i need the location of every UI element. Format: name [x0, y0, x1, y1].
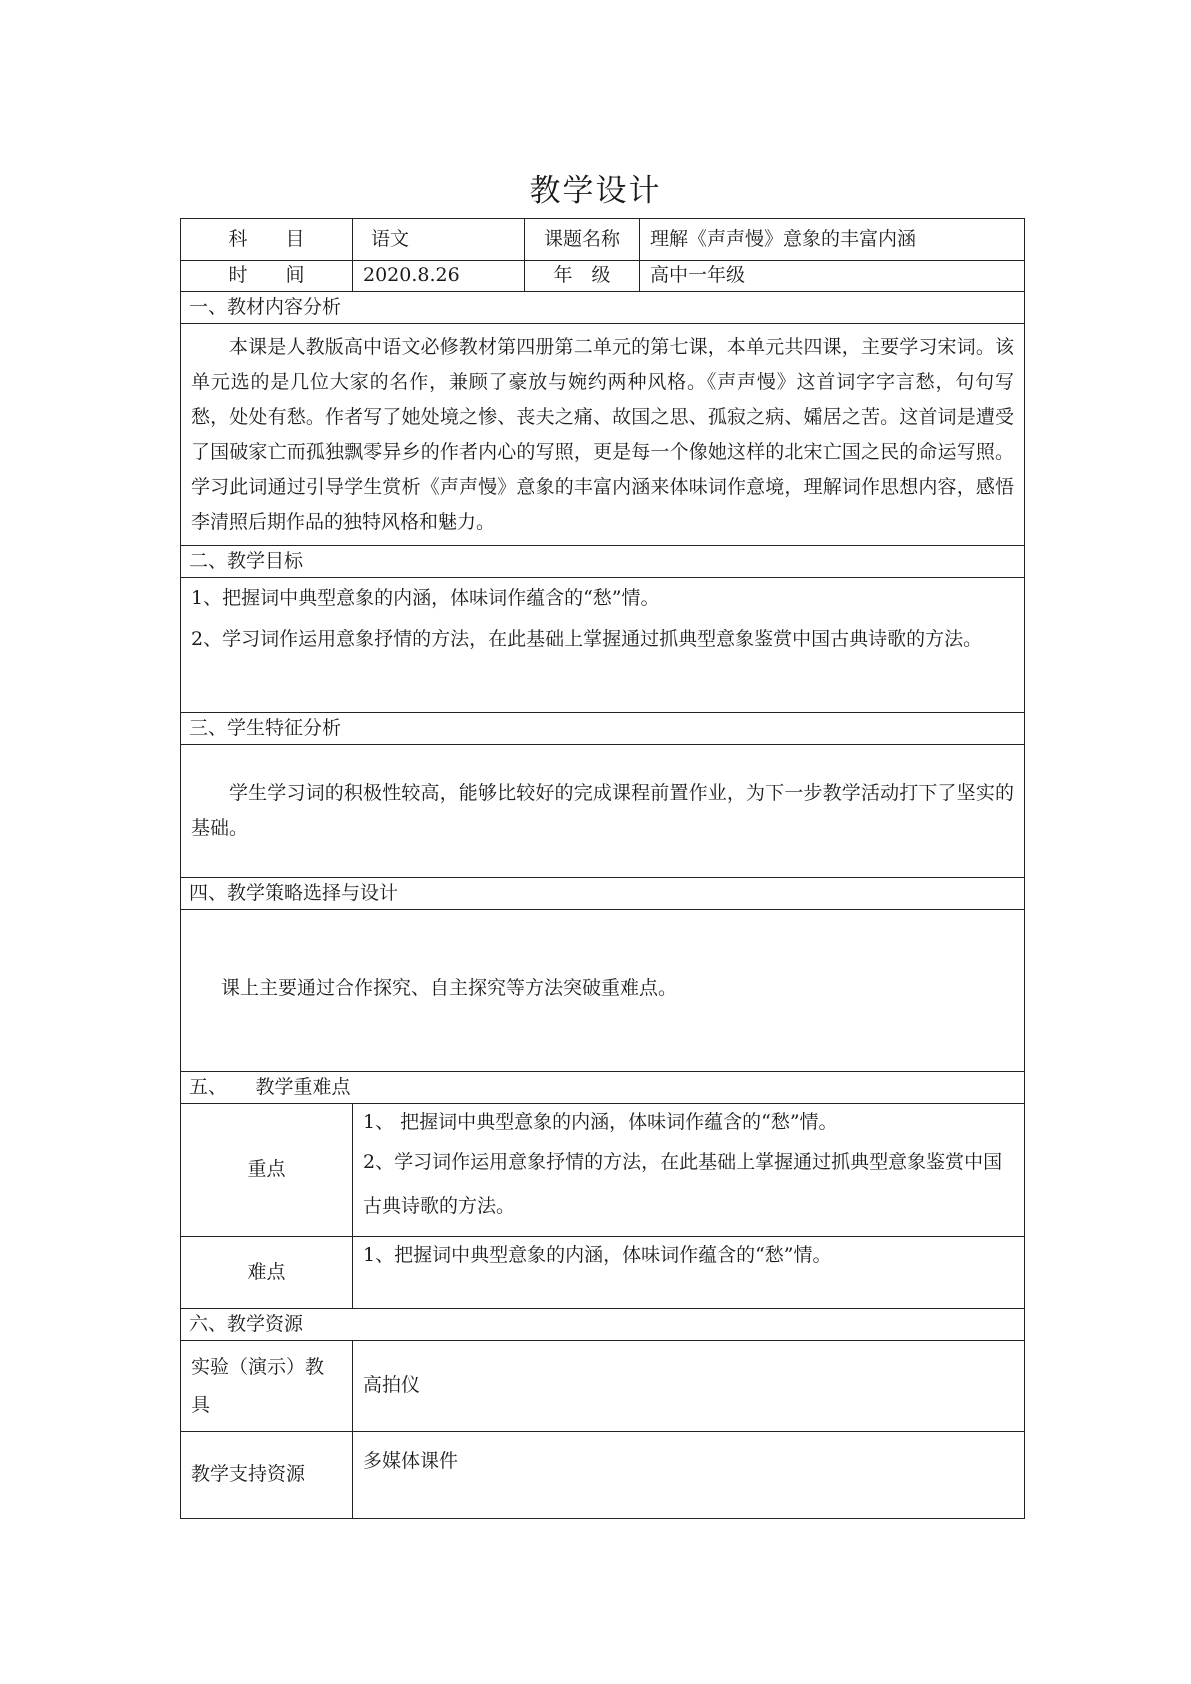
section4-body-row — [181, 910, 1025, 1072]
section3-heading-row — [181, 713, 1025, 745]
time-value: 2020.8.26 — [353, 261, 525, 292]
header-row-time — [181, 261, 1025, 292]
support-resources-value: 多媒体课件 — [353, 1432, 1025, 1519]
section4-heading-row — [181, 878, 1025, 910]
key-point-item-2: 2、学习词作运用意象抒情的方法，在此基础上掌握通过抓典型意象鉴赏中国古典诗歌的方法。 — [363, 1151, 1003, 1217]
page-title: 教学设计 — [529, 173, 662, 209]
key-points-row — [181, 1104, 1025, 1237]
section5-heading: 五、 教学重难点 — [181, 1072, 1025, 1104]
equipment-label: 实验（演示）教具 — [181, 1341, 353, 1432]
objective-item-1: 1、把握词中典型意象的内涵，体味词作蕴含的“愁”情。 — [191, 587, 660, 609]
section1-body-row — [181, 324, 1025, 546]
support-resources-label: 教学支持资源 — [181, 1432, 353, 1519]
topic-value: 理解《声声慢》意象的丰富内涵 — [640, 219, 1025, 261]
section3-text: 学生学习词的积极性较高，能够比较好的完成课程前置作业，为下一步教学活动打下了坚实的基础。 — [191, 782, 1014, 839]
section4-heading: 四、教学策略选择与设计 — [181, 878, 1025, 910]
subject-value: 语文 — [353, 219, 525, 261]
section2-heading: 二、教学目标 — [181, 546, 1025, 578]
section2-heading-row — [181, 546, 1025, 578]
lesson-plan-table — [180, 218, 1025, 1519]
section1-text: 本课是人教版高中语文必修教材第四册第二单元的第七课，本单元共四课，主要学习宋词。该单元选的是几位大家的名作，兼顾了豪放与婉约两种风格。《声声慢》这首词字字言愁，句句写愁，处处有愁。作者写了她处境之惨、丧夫之痛、故国之思、孤寂之病、孀居之苦。这首词是遭受了国破家亡而孤独飘零异乡的作者内心的写照，更是每一个像她这样的北宋亡国之民的命运写照。学习此词通过引导学生赏析《声声慢》意象的丰富内涵来体味词作意境，理解词作思想内容，感悟李清照后期作品的独特风格和魅力。 — [191, 335, 1014, 533]
section1-heading-row — [181, 292, 1025, 324]
support-resources-row — [181, 1432, 1025, 1519]
header-row-subject — [181, 219, 1025, 261]
section6-heading-row — [181, 1309, 1025, 1341]
section5-heading-row — [181, 1072, 1025, 1104]
grade-value: 高中一年级 — [640, 261, 1025, 292]
subject-label: 科 目 — [181, 219, 353, 261]
section3-body-row — [181, 745, 1025, 878]
objective-item-2: 2、学习词作运用意象抒情的方法，在此基础上掌握通过抓典型意象鉴赏中国古典诗歌的方法。 — [191, 628, 983, 650]
difficult-point-item-1: 1、把握词中典型意象的内涵，体味词作蕴含的“愁”情。 — [363, 1244, 832, 1266]
section2-body-row — [181, 578, 1025, 713]
equipment-value: 高拍仪 — [353, 1341, 1025, 1432]
section4-text: 课上主要通过合作探究、自主探究等方法突破重难点。 — [221, 976, 678, 999]
topic-label: 课题名称 — [525, 219, 640, 261]
key-points-label: 重点 — [181, 1104, 353, 1237]
equipment-row — [181, 1341, 1025, 1432]
section3-heading: 三、学生特征分析 — [181, 713, 1025, 745]
section6-heading: 六、教学资源 — [181, 1309, 1025, 1341]
key-point-item-1: 1、 把握词中典型意象的内涵，体味词作蕴含的“愁”情。 — [363, 1111, 838, 1133]
time-label: 时 间 — [181, 261, 353, 292]
grade-label: 年 级 — [525, 261, 640, 292]
difficult-points-row — [181, 1237, 1025, 1309]
difficult-points-label: 难点 — [181, 1237, 353, 1309]
section1-heading: 一、教材内容分析 — [181, 292, 1025, 324]
